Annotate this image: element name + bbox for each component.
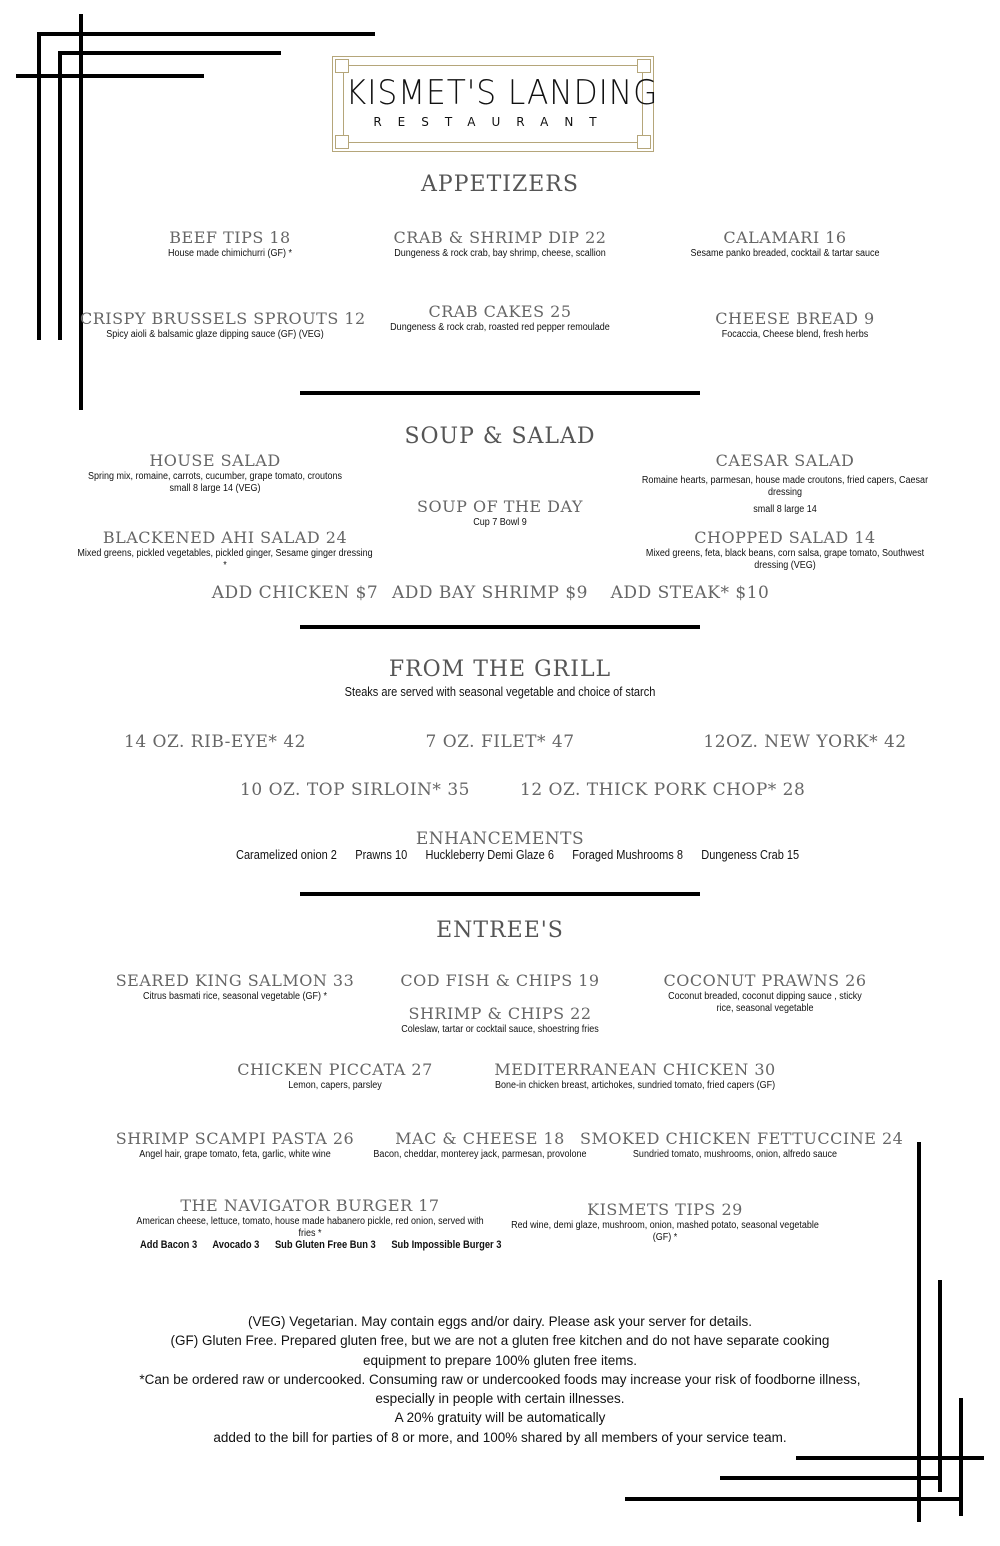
menu-item xyxy=(620,528,950,572)
menu-item xyxy=(370,971,630,991)
item-sizes: small 8 large 14 (VEG) xyxy=(169,483,261,494)
item-name: CALAMARI 16 xyxy=(723,228,847,247)
item-name: KISMETS TIPS 29 xyxy=(587,1200,743,1219)
section-divider xyxy=(300,625,700,629)
footer-line: (GF) Gluten Free. Prepared gluten free, but we are not a gluten free kitchen and do not have separate cooking xyxy=(170,1333,830,1349)
item-description: American cheese, lettuce, tomato, house made habanero pickle, red onion, served with fries * xyxy=(136,1216,484,1239)
item-description: Bacon, cheddar, monterey jack, parmesan, provolone xyxy=(373,1149,587,1160)
menu-item xyxy=(360,1004,640,1036)
item-description: Citrus basmati rice, seasonal vegetable (GF) * xyxy=(142,991,328,1002)
menu-item xyxy=(80,309,366,341)
item-name: CHOPPED SALAD 14 xyxy=(694,528,876,547)
menu-item xyxy=(360,1129,600,1161)
item-name: CRISPY BRUSSELS SPROUTS 12 xyxy=(80,309,366,328)
footer-line: equipment to prepare 100% gluten free items. xyxy=(363,1352,637,1368)
item-name: BLACKENED AHI SALAD 24 xyxy=(102,528,348,547)
item-description: Bone-in chicken breast, artichokes, sundried tomato, fried capers (GF) xyxy=(494,1080,776,1091)
item-name: MEDITERRANEAN CHICKEN 30 xyxy=(494,1060,776,1079)
soup-salad-heading: SOUP & SALAD xyxy=(404,424,596,449)
add-on-shrimp: ADD BAY SHRIMP $9 xyxy=(391,583,588,603)
grill-item: 10 OZ. TOP SIRLOIN* 35 xyxy=(240,780,470,800)
grill-item: 7 OZ. FILET* 47 xyxy=(425,732,575,752)
grill-heading: FROM THE GRILL xyxy=(388,657,612,682)
item-name: CHICKEN PICCATA 27 xyxy=(237,1060,433,1079)
menu-item xyxy=(610,451,960,516)
item-name: HOUSE SALAD xyxy=(149,451,281,470)
item-name: COD FISH & CHIPS 19 xyxy=(400,971,600,990)
menu-item xyxy=(60,528,390,572)
footer-line: especially in people with certain illnesses. xyxy=(375,1391,625,1407)
enhancements-row xyxy=(236,848,800,862)
item-sizes: small 8 large 14 xyxy=(753,504,817,515)
burger-add-on: Add Bacon 3 xyxy=(140,1239,198,1251)
item-description: Red wine, demi glaze, mushroom, onion, mashed potato, seasonal vegetable (GF) * xyxy=(511,1220,819,1243)
restaurant-logo xyxy=(332,56,659,152)
footer-line: added to the bill for parties of 8 or more, and 100% shared by all members of your service team. xyxy=(213,1429,787,1445)
item-name: SMOKED CHICKEN FETTUCCINE 24 xyxy=(580,1129,904,1148)
menu-item xyxy=(350,228,650,260)
grill-item: 14 OZ. RIB-EYE* 42 xyxy=(124,732,306,752)
grill-note xyxy=(250,685,750,699)
menu-item xyxy=(580,1129,904,1161)
item-name: CAESAR SALAD xyxy=(715,451,855,470)
footer-line: *Can be ordered raw or undercooked. Consuming raw or undercooked foods may increase your risk of foodborne illness, xyxy=(139,1371,861,1387)
entrees-heading: ENTREE'S xyxy=(436,918,564,943)
enhancements-list xyxy=(200,848,800,862)
enhancement: Foraged Mushrooms 8 xyxy=(572,848,683,862)
restaurant-name: KISMET'S LANDING xyxy=(345,73,659,113)
menu-item xyxy=(110,1196,510,1240)
burger-add-on: Avocado 3 xyxy=(212,1239,260,1251)
item-description: Focaccia, Cheese blend, fresh herbs xyxy=(721,329,869,340)
add-on-chicken: ADD CHICKEN $7 xyxy=(211,583,379,603)
footer-line: (VEG) Vegetarian. May contain eggs and/or dairy. Please ask your server for details. xyxy=(248,1314,752,1329)
grill-item: 12 OZ. THICK PORK CHOP* 28 xyxy=(520,780,806,800)
item-name: CRAB & SHRIMP DIP 22 xyxy=(393,228,607,247)
add-on-steak: ADD STEAK* $10 xyxy=(610,583,770,603)
item-name: BEEF TIPS 18 xyxy=(169,228,291,247)
enhancement: Caramelized onion 2 xyxy=(236,848,337,862)
item-description: Sesame panko breaded, cocktail & tartar sauce xyxy=(690,248,880,259)
menu-item xyxy=(350,302,650,334)
menu-item xyxy=(640,228,930,260)
item-name: CRAB CAKES 25 xyxy=(428,302,572,321)
item-description: House made chimichurri (GF) * xyxy=(167,248,293,259)
grill-item: 12OZ. NEW YORK* 42 xyxy=(703,732,907,752)
item-description: Spring mix, romaine, carrots, cucumber, grape tomato, croutons xyxy=(87,471,343,482)
burger-add-ons xyxy=(140,1239,565,1251)
item-description: Sundried tomato, mushrooms, onion, alfredo sauce xyxy=(632,1149,838,1160)
item-description: Spicy aioli & balsamic glaze dipping sauce (GF) (VEG) xyxy=(106,329,324,340)
menu-item xyxy=(90,228,370,260)
burger-add-ons-row xyxy=(140,1239,501,1251)
item-name: SEARED KING SALMON 33 xyxy=(115,971,355,990)
item-name: MAC & CHEESE 18 xyxy=(395,1129,565,1148)
item-description: Dungeness & rock crab, bay shrimp, cheese, scallion xyxy=(394,248,606,259)
menu-item xyxy=(490,1200,840,1244)
appetizers-heading: APPETIZERS xyxy=(421,172,579,197)
item-name: THE NAVIGATOR BURGER 17 xyxy=(180,1196,440,1215)
menu-item xyxy=(470,1060,800,1092)
section-divider xyxy=(300,391,700,395)
item-name: CHEESE BREAD 9 xyxy=(715,309,875,328)
menu-item xyxy=(650,309,940,341)
item-description: Coconut breaded, coconut dipping sauce , sticky rice, seasonal vegetable xyxy=(668,991,862,1014)
enhancement: Huckleberry Demi Glaze 6 xyxy=(425,848,554,862)
menu-item xyxy=(60,451,370,495)
footer-line: A 20% gratuity will be automatically xyxy=(394,1410,606,1426)
item-name: COCONUT PRAWNS 26 xyxy=(663,971,867,990)
item-description: Mixed greens, pickled vegetables, pickled ginger, Sesame ginger dressing * xyxy=(77,548,373,571)
enhancements-heading: ENHANCEMENTS xyxy=(415,829,585,849)
menu-item xyxy=(80,1129,390,1161)
item-sizes: Cup 7 Bowl 9 xyxy=(473,517,527,528)
grill-note-text: Steaks are served with seasonal vegetable and choice of starch xyxy=(344,685,656,699)
item-description: Mixed greens, feta, black beans, corn salsa, grape tomato, Southwest dressing (VEG) xyxy=(645,548,925,571)
item-description: Coleslaw, tartar or cocktail sauce, shoestring fries xyxy=(401,1024,599,1035)
item-description: Lemon, capers, parsley xyxy=(288,1080,382,1091)
burger-add-on: Sub Gluten Free Bun 3 xyxy=(274,1239,376,1251)
menu-item xyxy=(630,971,900,1015)
item-name: SHRIMP SCAMPI PASTA 26 xyxy=(115,1129,355,1148)
menu-item xyxy=(80,971,390,1003)
section-divider xyxy=(300,892,700,896)
enhancement: Prawns 10 xyxy=(355,848,408,862)
item-name: SOUP OF THE DAY xyxy=(417,497,583,516)
restaurant-subtitle: RESTAURANT xyxy=(373,115,613,129)
enhancement: Dungeness Crab 15 xyxy=(701,848,800,862)
item-description: Romaine hearts, parmesan, house made croutons, fried capers, Caesar dressing xyxy=(641,475,929,498)
burger-add-on: Sub Impossible Burger 3 xyxy=(391,1239,502,1251)
footer-disclaimer xyxy=(100,1312,900,1447)
item-description: Angel hair, grape tomato, feta, garlic, white wine xyxy=(139,1149,331,1160)
item-description: Dungeness & rock crab, roasted red pepper remoulade xyxy=(390,322,610,333)
item-name: SHRIMP & CHIPS 22 xyxy=(408,1004,592,1023)
menu-item xyxy=(200,1060,470,1092)
menu-item xyxy=(380,497,620,529)
